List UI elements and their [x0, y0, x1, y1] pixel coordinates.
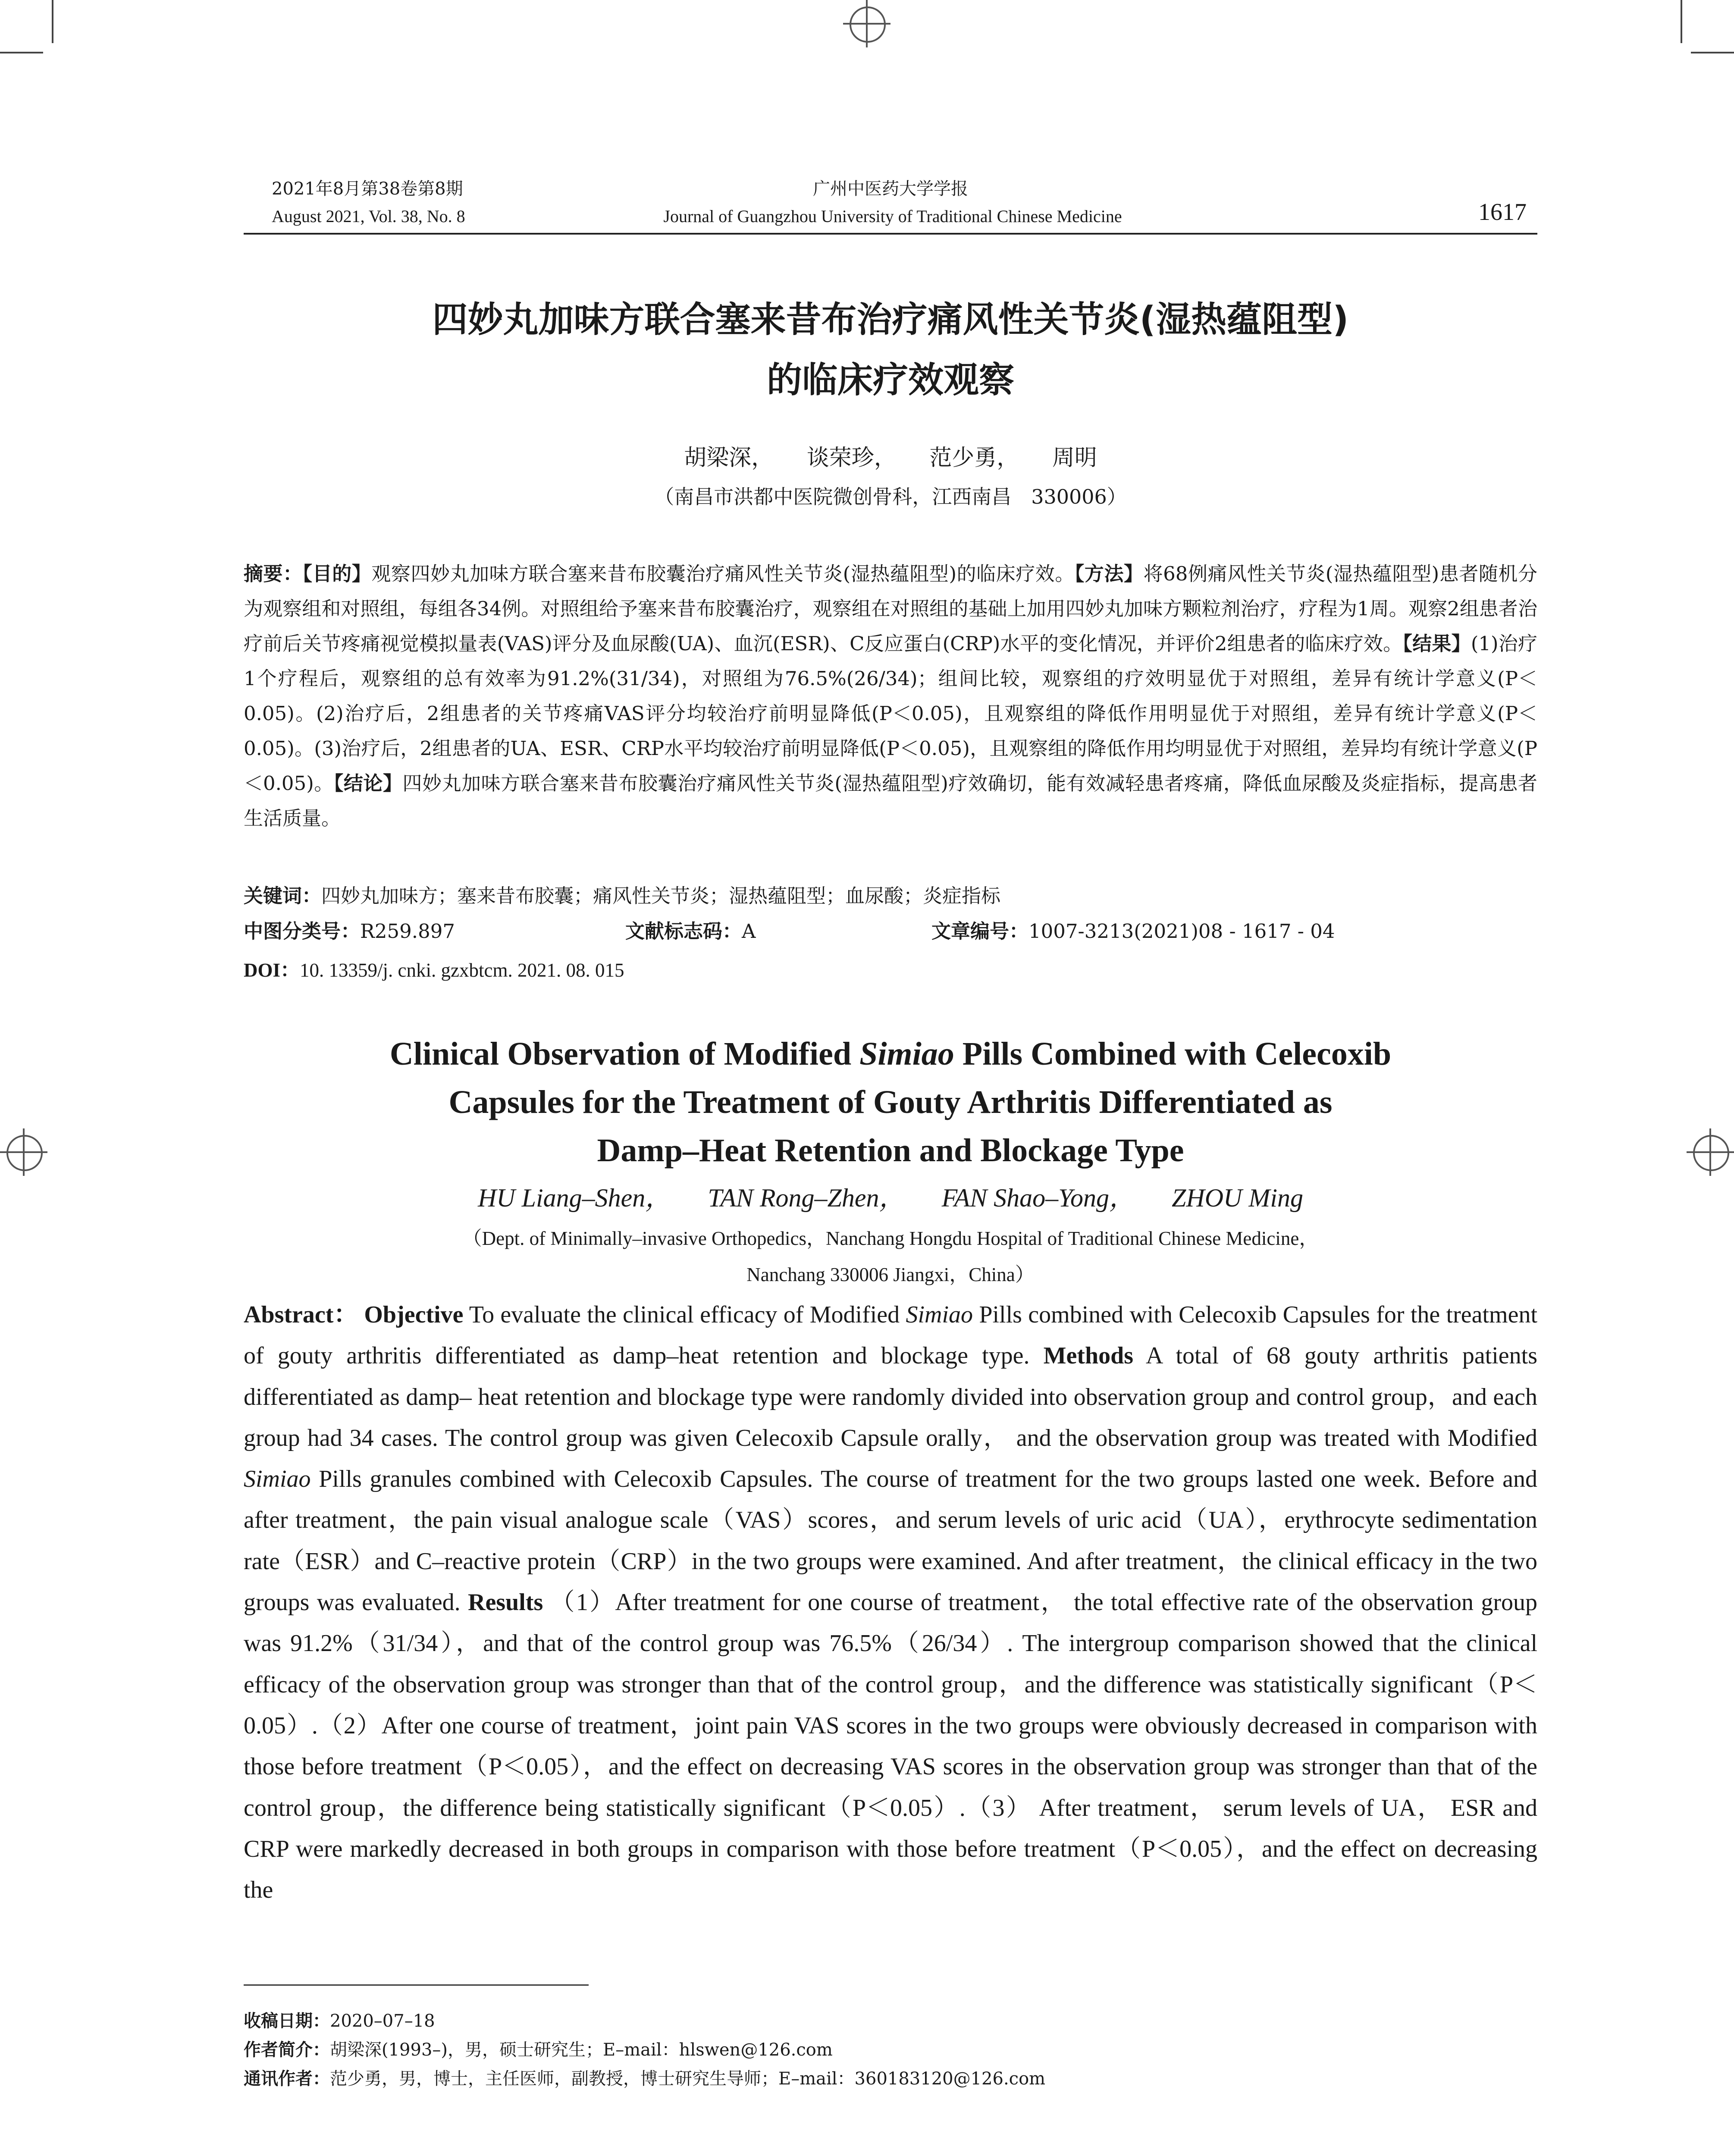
document-code — [625, 914, 756, 949]
registration-mark-icon — [0, 1128, 47, 1176]
author-cn: 周明 — [1052, 445, 1097, 471]
clc-number — [244, 914, 455, 949]
results-en-label: Results — [468, 1589, 543, 1616]
crop-mark — [52, 0, 53, 43]
page-number: 1617 — [1478, 199, 1527, 226]
title-cn-line1: 四妙丸加味方联合塞来昔布治疗痛风性关节炎(湿热蕴阻型) — [432, 299, 1349, 340]
doi-value: 10. 13359/j. cnki. gzxbtcm. 2021. 08. 015 — [300, 959, 624, 981]
issue-info-en: August 2021, Vol. 38, No. 8 — [272, 207, 465, 226]
objective-en-label: Objective — [364, 1301, 464, 1328]
affiliation-en — [244, 1220, 1537, 1293]
title-en-italic: Simiao — [859, 1036, 954, 1072]
article-no-value: 1007-3213(2021)08 - 1617 - 04 — [1028, 920, 1335, 943]
keywords-label: 关键词： — [244, 884, 322, 907]
article-number — [931, 914, 1335, 949]
footnotes — [244, 2007, 1537, 2093]
author-cn: 谈荣珍， — [806, 445, 897, 471]
registration-mark-icon — [843, 0, 891, 47]
doi-label: DOI： — [244, 959, 300, 981]
authors-cn — [244, 441, 1537, 475]
methods-cn-text: 将68例痛风性关节炎(湿热蕴阻型)患者随机分为观察组和对照组，每组各34例。对照组给予塞来昔布胶囊治疗，观察组在对照组的基础上加用四妙丸加味方颗粒剂治疗，疗程为1周。观察2组患者治疗前后关节疼痛视觉模拟量表(VAS)评分及血尿酸(UA)、血沉(ESR)、C反应蛋白(CRP)水平的变化情况，并评价2组患者的临床疗效。 — [244, 562, 1537, 655]
affiliation-en-line2: Nanchang 330006 Jiangxi，China） — [746, 1264, 1035, 1285]
footnote-rule — [244, 1984, 589, 1986]
author-cn: 范少勇， — [929, 445, 1019, 471]
author-en: ZHOU Ming — [1172, 1184, 1304, 1212]
conclusion-cn-text: 四妙丸加味方联合塞来昔布胶囊治疗痛风性关节炎(湿热蕴阻型)疗效确切，能有效减轻患者疼痛，降低血尿酸及炎症指标，提高患者生活质量。 — [244, 772, 1537, 830]
issue-info-cn: 2021年8月第38卷第8期 — [272, 179, 463, 199]
clc-value: R259.897 — [360, 920, 455, 943]
objective-cn-label: 【目的】 — [302, 562, 372, 585]
title-cn — [244, 290, 1537, 411]
title-en-line2: Capsules for the Treatment of Gouty Arthritis Differentiated as — [448, 1084, 1333, 1120]
keywords-line — [244, 879, 1000, 913]
article-no-label: 文章编号： — [931, 920, 1029, 943]
crop-mark — [1681, 0, 1682, 43]
author-bio: 作者简介：胡梁深(1993–)，男，硕士研究生；E–mail：hlswen@126.com — [244, 2040, 833, 2060]
crop-mark — [0, 52, 43, 53]
doc-code-label: 文献标志码： — [625, 920, 742, 943]
conclusion-cn-label: 【结论】 — [333, 772, 403, 795]
corresponding-author: 通讯作者：范少勇，男，博士，主任医师，副教授，博士研究生导师；E–mail：360183120@126.com — [244, 2069, 1046, 2089]
methods-cn-label: 【方法】 — [1074, 562, 1144, 585]
title-en-line1: Clinical Observation of Modified Simiao Pills Combined with Celecoxib — [389, 1036, 1392, 1072]
keywords-value: 四妙丸加味方；塞来昔布胶囊；痛风性关节炎；湿热蕴阻型；血尿酸；炎症指标 — [321, 884, 1001, 907]
results-en-text: （1）After treatment for one course of treatment， the total effective rate of the observation group was 91.2%（31/34），and that of the control group was 76.5%（26/34）. The intergroup comparison showed that the clinical efficacy of the observation group was stronger than that of the control group，and the difference was statistically significant（P＜0.05）.（2）After one course of treatment，joint pain VAS scores in the two groups were obviously decreased in comparison with those before treatment（P＜0.05），and the effect on decreasing VAS scores in the observation group was stronger than that of the control group，the difference being statistically significant（P＜0.05）.（3） After treatment， serum levels of UA， ESR and CRP were markedly decreased in both groups in comparison with those before treatment（P＜0.05），and the effect on decreasing the — [244, 1589, 1538, 1904]
title-cn-line2: 的临床疗效观察 — [766, 360, 1014, 401]
title-en — [244, 1030, 1537, 1175]
author-en: HU Liang–Shen， — [477, 1184, 671, 1212]
doi-line — [244, 953, 624, 987]
affiliation-en-line1: （Dept. of Minimally–invasive Orthopedics，Nanchang Hongdu Hospital of Traditional Chinese Medicine， — [462, 1228, 1319, 1249]
clc-label: 中图分类号： — [244, 920, 361, 943]
authors-en — [244, 1178, 1537, 1217]
abstract-en: Abstract： Objective To evaluate the clinical efficacy of Modified Simiao Pills combined with Celecoxib Capsules for the treatment of gouty arthritis differentiated as damp–heat retention and blockage type. Methods A total of 68 gouty arthritis patients differentiated as damp– heat retention and blockage type were randomly divided into observation group and control group，and each group had 34 cases. The control group was given Celecoxib Capsule orally， and the observation group was treated with Modified Simiao Pills granules combined with Celecoxib Capsules. The course of treatment for the two groups lasted one week. Before and after treatment，the pain visual analogue scale（VAS）scores，and serum levels of uric acid（UA），erythrocyte sedimentation rate（ESR）and C–reactive protein（CRP）in the two groups were examined. And after treatment，the clinical efficacy in the two groups was evaluated. Results （1）After treatment for one course of treatment， the total effective rate of the observation group was 91.2%（31/34），and that of the control group was 76.5%（26/34）. The intergroup comparison showed that the clinical efficacy of the observation group was stronger than that of the control group，and the difference was statistically significant（P＜0.05）.（2）After one course of treatment，joint pain VAS scores in the two groups were obviously decreased in comparison with those before treatment（P＜0.05），and the effect on decreasing VAS scores in the observation group was stronger than that of the control group，the difference being statistically significant（P＜0.05）.（3） After treatment， serum levels of UA， ESR and CRP were markedly decreased in both groups in comparison with those before treatment（P＜0.05），and the effect on decreasing the — [244, 1301, 1538, 1904]
author-en: TAN Rong–Zhen， — [708, 1184, 905, 1212]
abstract-cn — [244, 556, 1537, 836]
registration-mark-icon — [1687, 1128, 1734, 1176]
abstract-en-label: Abstract： — [244, 1301, 358, 1328]
crop-mark — [1691, 52, 1734, 53]
results-cn-label: 【结果】 — [1402, 632, 1471, 655]
title-en-line3: Damp–Heat Retention and Blockage Type — [597, 1132, 1184, 1169]
received-date: 收稿日期：2020–07–18 — [244, 2011, 435, 2031]
affiliation-cn: （南昌市洪都中医院微创骨科，江西南昌 330006） — [654, 485, 1127, 508]
journal-name-en: Journal of Guangzhou University of Traditional Chinese Medicine — [663, 207, 1122, 226]
objective-cn-text: 观察四妙丸加味方联合塞来昔布胶囊治疗痛风性关节炎(湿热蕴阻型)的临床疗效。 — [371, 562, 1075, 585]
doc-code-value: A — [742, 920, 756, 943]
journal-name-cn: 广州中医药大学学报 — [813, 179, 968, 199]
abstract-cn-label: 摘要： — [244, 562, 303, 585]
methods-en-label: Methods — [1043, 1342, 1134, 1369]
header-rule — [244, 233, 1537, 235]
author-en: FAN Shao–Yong， — [941, 1184, 1135, 1212]
author-cn: 胡梁深， — [684, 445, 774, 471]
results-cn-text: (1)治疗1个疗程后，观察组的总有效率为91.2%(31/34)，对照组为76.5%(26/34)；组间比较，观察组的疗效明显优于对照组，差异有统计学意义(P＜0.05)。(2)治疗后，2组患者的关节疼痛VAS评分均较治疗前明显降低(P＜0.05)，且观察组的降低作用明显优于对照组，差异有统计学意义(P＜0.05)。(3)治疗后，2组患者的UA、ESR、CRP水平均较治疗前明显降低(P＜0.05)，且观察组的降低作用均明显优于对照组，差异均有统计学意义(P＜0.05)。 — [244, 632, 1537, 795]
